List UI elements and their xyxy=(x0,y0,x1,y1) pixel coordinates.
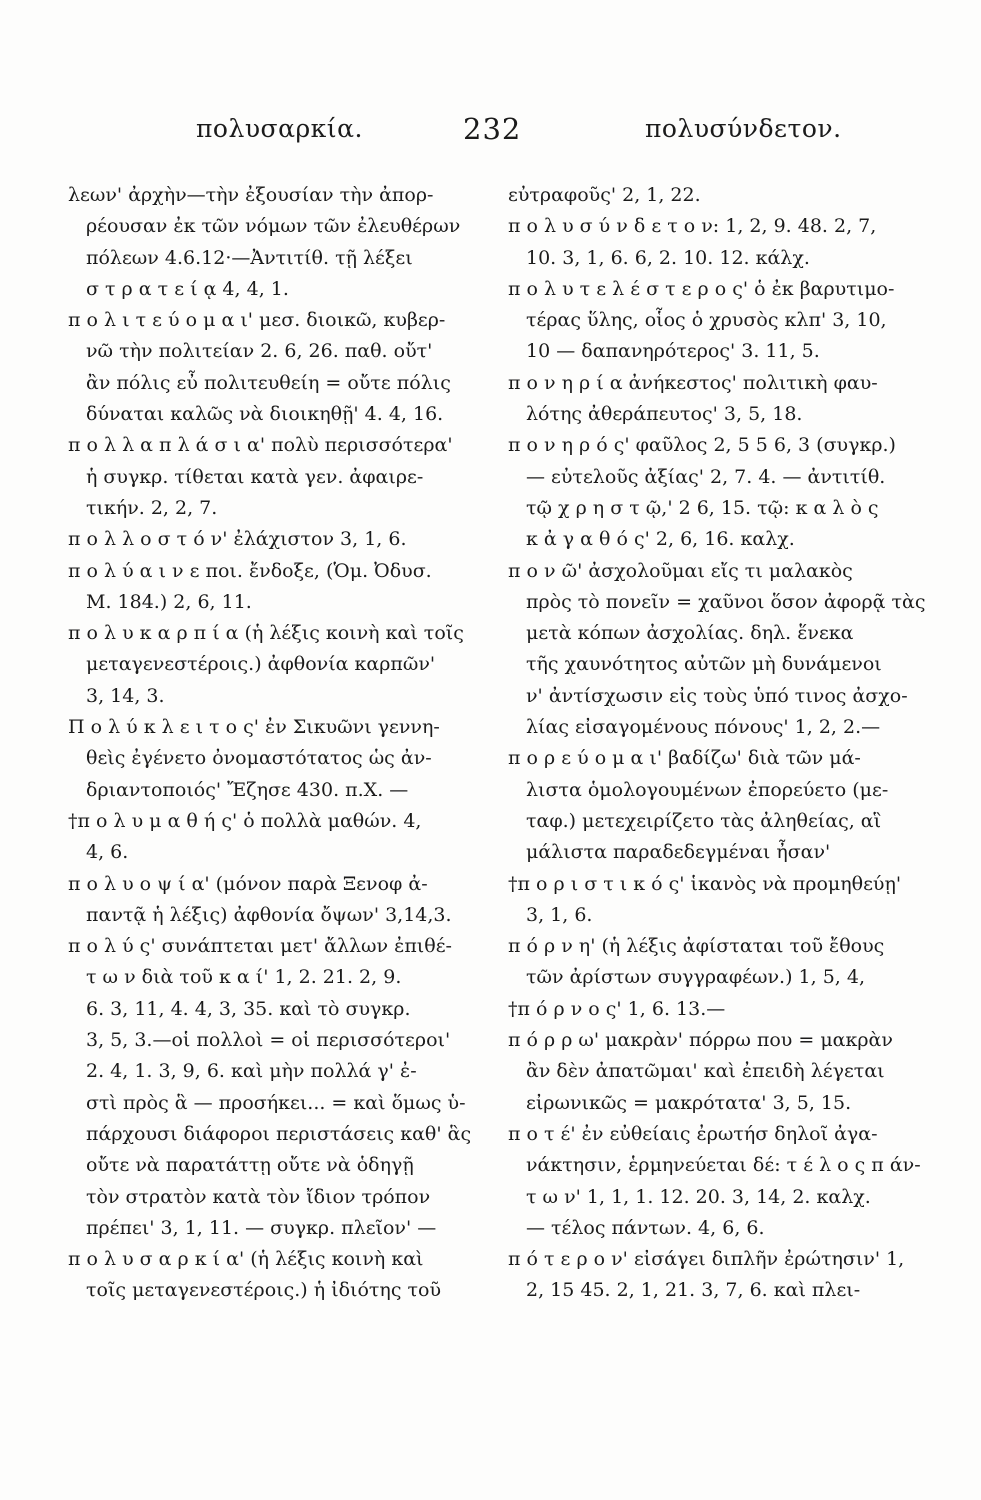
text-line: λίας εἰσαγομένους πόνους' 1, 2, 2.— xyxy=(526,716,881,739)
text-line: ἂν πόλις εὖ πολιτευθείη = οὔτε πόλις xyxy=(86,371,451,394)
text-line: νάκτησιν, ἑρμηνεύεται δέ: τ έ λ ο ς π άν- xyxy=(526,1154,921,1177)
header-right-guide-word: πολυσύνδετον. xyxy=(645,114,842,143)
text-line: μάλιστα παραδεδεγμέναι ἦσαν' xyxy=(526,841,831,864)
text-line: 3, 14, 3. xyxy=(86,684,165,707)
text-line: λότης ἀθεράπευτος' 3, 5, 18. xyxy=(526,403,803,426)
text-line: π ο λ υ ο ψ ί α' (μόνον παρὰ Ξενοφ ἀ- xyxy=(68,872,428,895)
right-column xyxy=(508,180,938,1307)
text-line: Π ο λ ύ κ λ ε ι τ ο ς' ἐν Σικυῶνι γεννη- xyxy=(68,716,440,739)
text-line: π ό τ ε ρ ο ν' εἰσάγει διπλῆν ἐρώτησιν' 1, xyxy=(508,1248,905,1271)
text-line: 10. 3, 1, 6. 6, 2. 10. 12. κάλχ. xyxy=(526,246,810,269)
text-line: 3, 1, 6. xyxy=(526,903,593,926)
text-line: π ο λ υ σ ύ ν δ ε τ ο ν: 1, 2, 9. 48. 2, 7, xyxy=(508,215,877,238)
text-line: π ό ρ ρ ω' μακρὰν' πόρρω που = μακρὰν xyxy=(508,1029,893,1052)
text-line: †π ο ρ ι σ τ ι κ ό ς' ἱκανὸς νὰ προμηθεύῃ' xyxy=(508,872,902,895)
text-line: τὸν στρατὸν κατὰ τὸν ἴδιον τρόπον xyxy=(86,1185,431,1208)
text-line: ρέουσαν ἐκ τῶν νόμων τῶν ἐλευθέρων xyxy=(86,215,461,238)
page-header xyxy=(0,114,981,154)
text-line: π ο τ έ' ἐν εὐθείαις ἐρωτήσ δηλοῖ ἀγα- xyxy=(508,1122,878,1145)
text-line: π ο λ υ κ α ρ π ί α (ἡ λέξις κοινὴ καὶ τοῖς xyxy=(68,622,464,645)
text-line: κ ἀ γ α θ ό ς' 2, 6, 16. καλχ. xyxy=(526,528,795,551)
text-line: †π ό ρ ν ο ς' 1, 6. 13.— xyxy=(508,997,726,1020)
text-line: ταφ.) μετεχειρίζετο τὰς ἀληθείας, αἳ xyxy=(526,809,882,832)
text-line: 2. 4, 1. 3, 9, 6. καὶ μὴν πολλά γ' ἐ- xyxy=(86,1060,417,1083)
text-line: Μ. 184.) 2, 6, 11. xyxy=(86,590,252,613)
text-line: π ο ν η ρ ό ς' φαῦλος 2, 5 5 6, 3 (συγκρ.) xyxy=(508,434,896,457)
left-column xyxy=(68,180,488,1307)
text-line: ν' ἀντίσχωσιν εἰς τοὺς ὑπό τινος ἀσχο- xyxy=(526,684,908,707)
text-line: †π ο λ υ μ α θ ή ς' ὁ πολλὰ μαθών. 4, xyxy=(68,809,422,832)
text-line: δριαντοποιός' Ἔζησε 430. π.Χ. — xyxy=(86,778,409,801)
text-line: π ό ρ ν η' (ἡ λέξις ἀφίσταται τοῦ ἔθους xyxy=(508,935,885,958)
text-line: 2, 15 45. 2, 1, 21. 3, 7, 6. καὶ πλει- xyxy=(526,1279,861,1302)
text-line: εἰρωνικῶς = μακρότατα' 3, 5, 15. xyxy=(526,1091,852,1114)
text-line: τοῖς μεταγενεστέροις.) ἡ ἰδιότης τοῦ xyxy=(86,1279,441,1302)
text-line: — εὐτελοῦς ἀξίας' 2, 7. 4. — ἀντιτίθ. xyxy=(526,465,886,488)
text-line: λιστα ὁμολογουμένων ἐπορεύετο (με- xyxy=(526,778,889,801)
text-line: — τέλος πάντων. 4, 6, 6. xyxy=(526,1216,765,1239)
text-line: π ο ν ῶ' ἀσχολοῦμαι εἴς τι μαλακὸς xyxy=(508,559,853,582)
text-line: τῆς χαυνότητος αὐτῶν μὴ δυνάμενοι xyxy=(526,653,882,676)
text-line: παντᾷ ἡ λέξις) ἀφθονία ὄψων' 3,14,3. xyxy=(86,903,452,926)
text-line: π ο λ υ σ α ρ κ ί α' (ἡ λέξις κοινὴ καὶ xyxy=(68,1248,424,1271)
text-line: δύναται καλῶς νὰ διοικηθῇ' 4. 4, 16. xyxy=(86,403,444,426)
text-line: πόλεων 4.6.12·—Ἀντιτίθ. τῇ λέξει xyxy=(86,246,413,269)
text-line: τέρας ὕλης, οἷος ὁ χρυσὸς κλπ' 3, 10, xyxy=(526,309,887,332)
text-line: πρὸς τὸ πονεῖν = χαῦνοι ὅσον ἀφορᾷ τὰς xyxy=(526,590,926,613)
text-line: τ ω ν' 1, 1, 1. 12. 20. 3, 14, 2. καλχ. xyxy=(526,1185,871,1208)
text-line: ἂν δὲν ἀπατῶμαι' καὶ ἐπειδὴ λέγεται xyxy=(526,1060,885,1083)
text-line: τῶν ἀρίστων συγγραφέων.) 1, 5, 4, xyxy=(526,966,865,989)
text-line: τ ω ν διὰ τοῦ κ α ί' 1, 2. 21. 2, 9. xyxy=(86,966,402,989)
header-left-guide-word: πολυσαρκία. xyxy=(196,114,363,143)
text-line: πρέπει' 3, 1, 11. — συγκρ. πλεῖον' — xyxy=(86,1216,437,1239)
text-line: π ο ρ ε ύ ο μ α ι' βαδίζω' διὰ τῶν μά- xyxy=(508,747,861,770)
text-line: 6. 3, 11, 4. 4, 3, 35. καὶ τὸ συγκρ. xyxy=(86,997,411,1020)
text-line: ἡ συγκρ. τίθεται κατὰ γεν. ἀφαιρε- xyxy=(86,465,424,488)
text-line: σ τ ρ α τ ε ί ᾳ 4, 4, 1. xyxy=(86,277,289,300)
text-line: π ο λ υ τ ε λ έ σ τ ε ρ ο ς' ὁ ἐκ βαρυτιμο- xyxy=(508,277,895,300)
text-line: εὐτραφοῦς' 2, 1, 22. xyxy=(508,184,701,206)
text-line: π ο λ ύ ς' συνάπτεται μετ' ἄλλων ἐπιθέ- xyxy=(68,935,452,958)
text-line: λεων' ἀρχὴν—τὴν ἐξουσίαν τὴν ἀπορ- xyxy=(68,184,434,206)
text-line: π ο λ ύ α ι ν ε ποι. ἔνδοξε, (Ὁμ. Ὀδυσ. xyxy=(68,559,432,582)
text-line: θεὶς ἐγένετο ὀνομαστότατος ὡς ἀν- xyxy=(86,747,432,770)
text-line: πάρχουσι διάφοροι περιστάσεις καθ' ἃς xyxy=(86,1122,472,1145)
text-line: 3, 5, 3.—οἱ πολλοὶ = οἱ περισσότεροι' xyxy=(86,1029,451,1052)
page-number: 232 xyxy=(463,112,522,146)
text-line: οὔτε νὰ παρατάττῃ οὔτε νὰ ὁδηγῇ xyxy=(86,1154,414,1177)
text-line: π ο ν η ρ ί α ἀνήκεστος' πολιτικὴ φαυ- xyxy=(508,371,878,394)
text-line: π ο λ λ ο σ τ ό ν' ἐλάχιστον 3, 1, 6. xyxy=(68,528,407,551)
text-line: τικήν. 2, 2, 7. xyxy=(86,496,218,519)
text-line: 4, 6. xyxy=(86,841,129,864)
text-line: π ο λ ι τ ε ύ ο μ α ι' μεσ. διοικῶ, κυβερ- xyxy=(68,309,446,332)
text-line: τῷ χ ρ η σ τ ῷ,' 2 6, 15. τῷ: κ α λ ὸ ς xyxy=(526,496,879,519)
text-line: νῶ τὴν πολιτείαν 2. 6, 26. παθ. οὔτ' xyxy=(86,340,433,363)
text-line: στὶ πρὸς ἃ — προσήκει... = καὶ ὅμως ὑ- xyxy=(86,1091,466,1114)
text-line: π ο λ λ α π λ ά σ ι α' πολὺ περισσότερα' xyxy=(68,434,453,457)
text-line: 10 — δαπανηρότερος' 3. 11, 5. xyxy=(526,340,820,363)
text-line: μεταγενεστέροις.) ἀφθονία καρπῶν' xyxy=(86,653,436,676)
text-line: μετὰ κόπων ἀσχολίας. δηλ. ἕνεκα xyxy=(526,622,854,645)
